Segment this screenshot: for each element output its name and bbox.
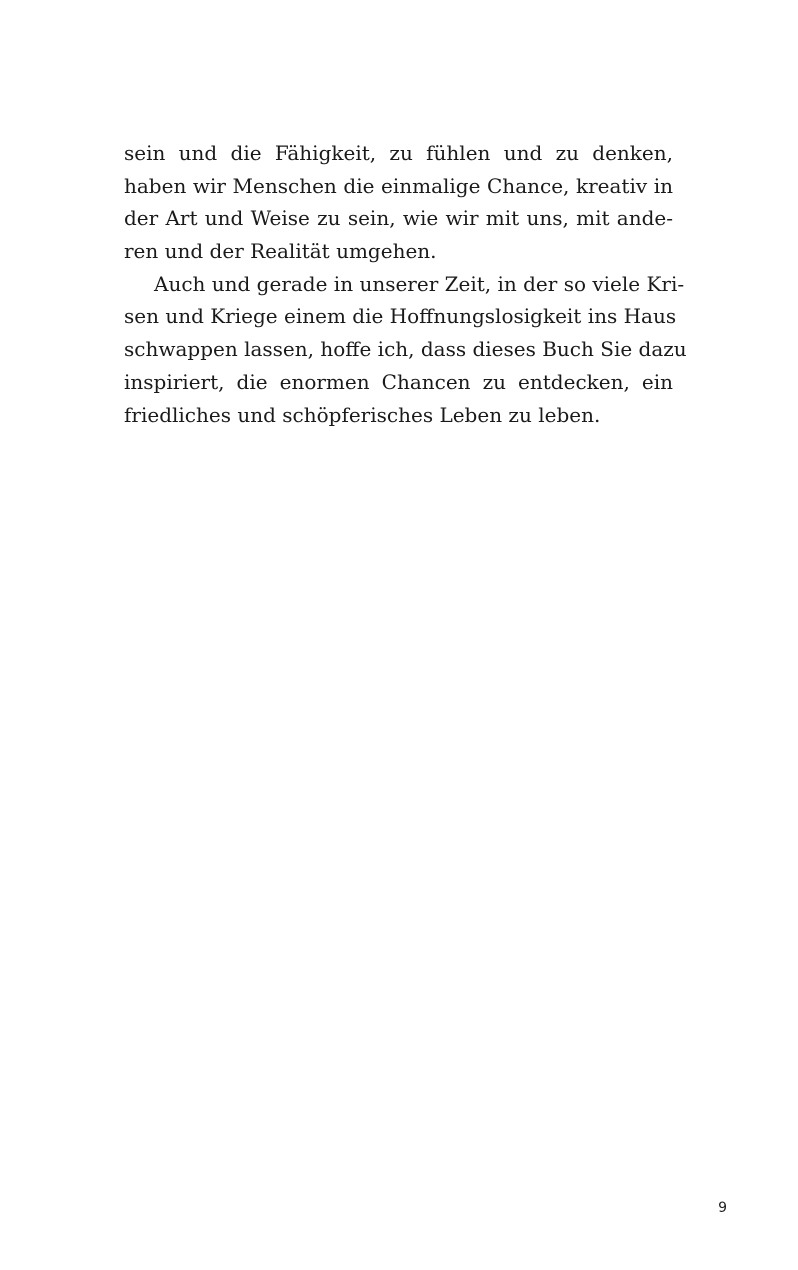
page-number: 9 xyxy=(718,1200,727,1216)
text-line: ren und der Realität umgehen. xyxy=(124,239,437,264)
body-text xyxy=(124,137,687,431)
text-line: sen und Kriege einem die Hoffnungslosigkeit ins Haus xyxy=(124,304,677,329)
text-line: schwappen lassen, hoffe ich, dass dieses Buch Sie dazu xyxy=(124,337,687,362)
text-line: Auch und gerade in unserer Zeit, in der so viele Kri- xyxy=(154,271,685,296)
text-line: der Art und Weise zu sein, wie wir mit uns, mit ande- xyxy=(124,206,673,231)
text-line: sein und die Fähigkeit, zu fühlen und zu denken, xyxy=(124,141,673,165)
text-line: haben wir Menschen die einmalige Chance, kreativ in xyxy=(124,173,673,198)
text-line: friedliches und schöpferisches Leben zu leben. xyxy=(124,402,601,427)
text-line: inspiriert, die enormen Chancen zu entdecken, ein xyxy=(124,369,673,394)
paragraph-1 xyxy=(124,137,673,268)
paragraph-2 xyxy=(124,268,687,431)
